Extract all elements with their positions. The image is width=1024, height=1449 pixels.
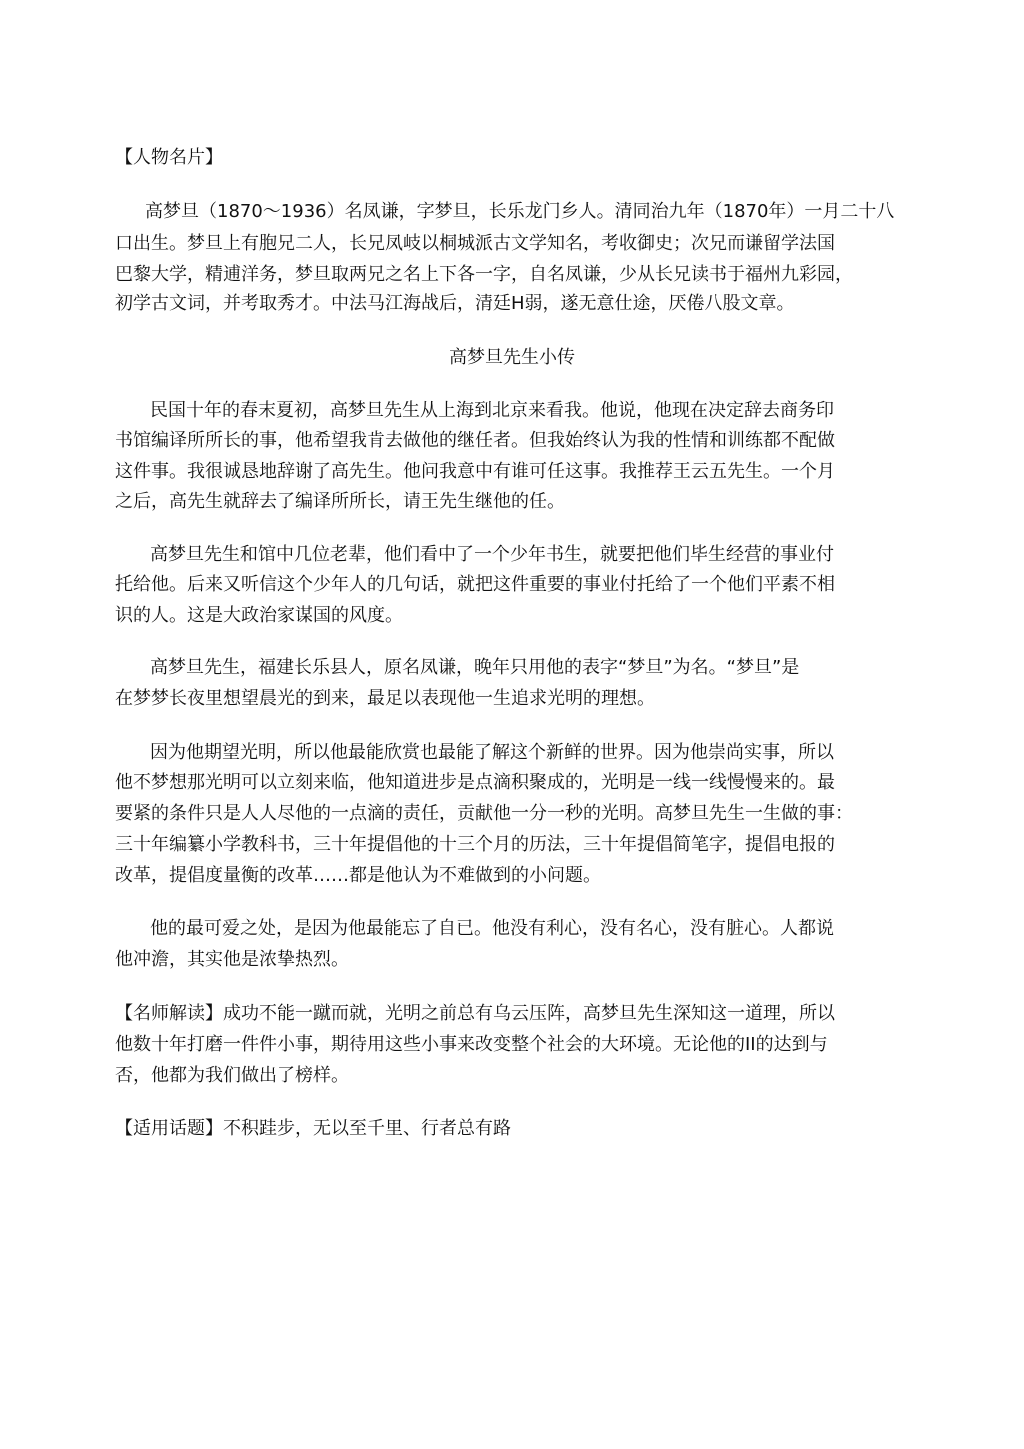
paragraph-line: 在梦梦长夜里想望晨光的到来，最足以表现他一生追求光明的理想。: [115, 688, 655, 709]
topic-line: 【适用话题】不积跬步，无以至千里、行者总有路: [115, 1118, 511, 1139]
paragraph-line: 民国十年的春末夏初，高梦旦先生从上海到北京来看我。他说，他现在决定辞去商务印: [150, 400, 834, 421]
paragraph-line: 托给他。后来又听信这个少年人的几句话，就把这件重要的事业付托给了一个他们平素不相: [115, 574, 835, 595]
paragraph-line: 因为他期望光明，所以他最能欣赏也最能了解这个新鲜的世界。因为他崇尚实事，所以: [150, 742, 834, 763]
paragraph-line: 书馆编译所所长的事，他希望我肯去做他的继任者。但我始终认为我的性情和训练都不配做: [115, 430, 835, 451]
commentary-line: 【名师解读】成功不能一蹴而就，光明之前总有乌云压阵，高梦旦先生深知这一道理，所以: [115, 1003, 835, 1024]
profile-line: 巴黎大学，精逋洋务，梦旦取两兄之名上下各一字，自名凤谦，少从长兄读书于福州九彩园，: [115, 264, 853, 285]
profile-header: 【人物名片】: [115, 147, 223, 168]
paragraph-line: 高梦旦先生，福建长乐县人，原名凤谦，晚年只用他的表字“梦旦”为名。“梦旦”是: [150, 657, 800, 678]
paragraph-line: 他冲澹，其实他是浓挚热烈。: [115, 949, 349, 970]
paragraph-line: 这件事。我很诚恳地辞谢了高先生。他问我意中有谁可任这事。我推荐王云五先生。一个月: [115, 461, 835, 482]
profile-line: 口出生。梦旦上有胞兄二人，长兄凤岐以桐城派古文学知名，考收御史；次兄而谦留学法国: [115, 233, 835, 254]
paragraph-line: 识的人。这是大政治家谋国的风度。: [115, 605, 403, 626]
profile-line: 高梦旦（1870～1936）名凤谦，字梦旦，长乐龙门乡人。清同治九年（1870年）一月二十八: [145, 201, 895, 222]
paragraph-line: 三十年编纂小学教科书，三十年提倡他的十三个月的历法，三十年提倡简笔字，提倡电报的: [115, 834, 835, 855]
paragraph-line: 高梦旦先生和馆中几位老辈，他们看中了一个少年书生，就要把他们毕生经营的事业付: [150, 544, 834, 565]
commentary-line: 否，他都为我们做出了榜样。: [115, 1065, 349, 1086]
paragraph-line: 要紧的条件只是人人尽他的一点滴的责任，贡献他一分一秒的光明。高梦旦先生一生做的事：: [115, 803, 853, 824]
paragraph-line: 他不梦想那光明可以立刻来临，他知道进步是点滴积聚成的，光明是一线一线慢慢来的。最: [115, 772, 835, 793]
article-title: 高梦旦先生小传: [449, 347, 575, 368]
paragraph-line: 他的最可爱之处，是因为他最能忘了自已。他没有利心，没有名心，没有脏心。人都说: [150, 918, 834, 939]
commentary-line: 他数十年打磨一件件小事，期待用这些小事来改变整个社会的大环境。无论他的II的达到与: [115, 1034, 828, 1055]
paragraph-line: 改革，提倡度量衡的改革……都是他认为不难做到的小问题。: [115, 865, 601, 886]
profile-line: 初学古文词，并考取秀才。中法马江海战后，清廷H弱，遂无意仕途，厌倦八股文章。: [115, 293, 795, 314]
paragraph-line: 之后，高先生就辞去了编译所所长，请王先生继他的任。: [115, 491, 565, 512]
